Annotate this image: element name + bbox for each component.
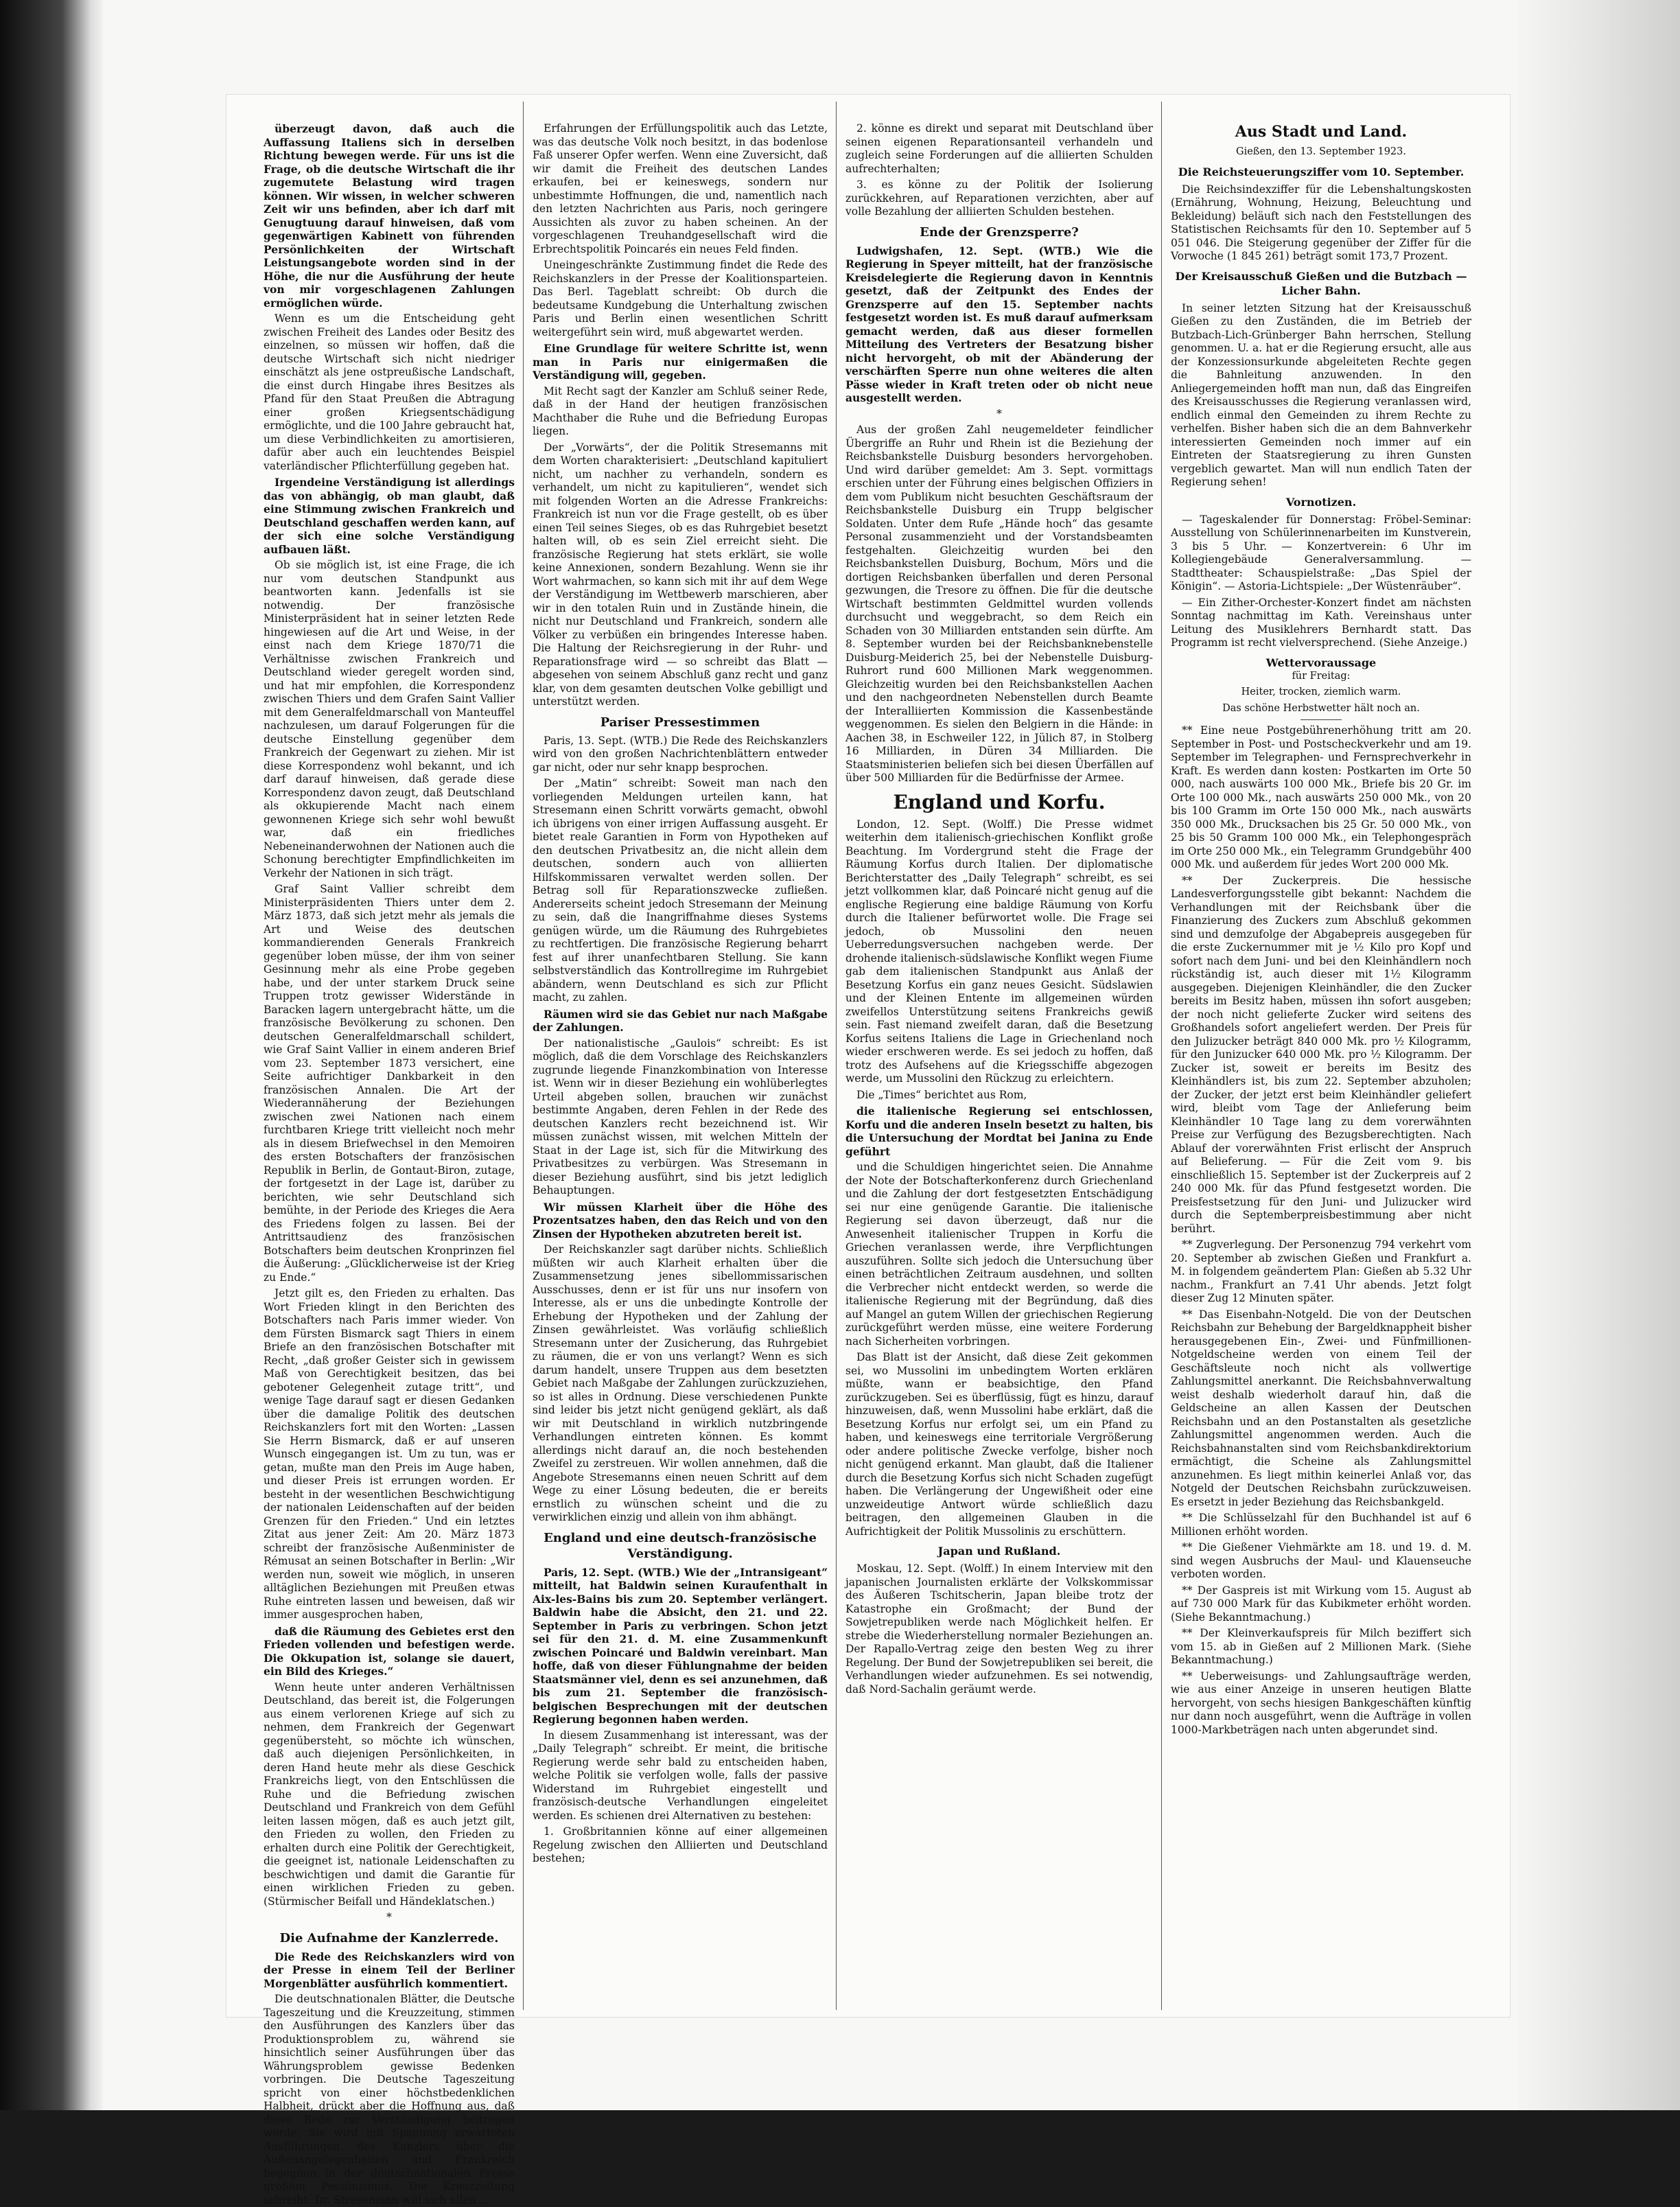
headline-reichsteuerungsziffer: Die Reichsteuerungsziffer vom 10. September.	[1178, 165, 1465, 178]
headline-england-korfu: England und Korfu.	[893, 790, 1106, 813]
column-4	[1171, 122, 1471, 1996]
article-paragraph: Paris, 13. Sept. (WTB.) Die Rede des Reichskanzlers wird von den großen Nachrichtenblättern entweder gar nicht, oder nur sehr knapp besprochen.	[533, 734, 828, 774]
column-2	[533, 122, 828, 1996]
weather-subtitle: für Freitag:	[1292, 670, 1351, 682]
article-paragraph: Wenn es um die Entscheidung geht zwischen Freiheit des Landes oder Besitz des einzelnen, so müssen wir hoffen, daß die deutsche Wirtschaft sich nicht niedriger einschätzt als jene ostpreußische Landschaft, die einst durch Hingabe ihres Besitzes als Pfand für den Staat Preußen die Abtragung einer großen Kriegsentschädigung ermöglichte, und die 100 Jahre gebraucht hat, um diese Verbindlichkeiten zu amortisieren, dafür aber auch ein leuchtendes Beispiel vaterländischer Pflichterfüllung gegeben hat.	[264, 312, 515, 472]
article-paragraph: Eine Grundlage für weitere Schritte ist, wenn man in Paris nur einigermaßen die Verständigung will, gegeben.	[533, 342, 828, 382]
section-divider: *	[386, 1911, 392, 1923]
headline-grenzsperre: Ende der Grenzsperre?	[920, 224, 1079, 240]
article-paragraph: und die Schuldigen hingerichtet seien. Die Annahme der Note der Botschafterkonferenz durch Griechenland und die Zahlung der dort festgesetzten Entschädigung sei nur eine genügende Garantie. Die italienische Regierung sei davon überzeugt, daß nur die Anwesenheit italienischer Truppen in Korfu die Griechen veranlassen werde, ihre Verpflichtungen auszuführen. Sollte sich jedoch die Untersuchung über einen beträchtlichen Zeitraum ausdehnen, und sollten die Verbrecher nicht entdeckt werden, so werde die italienische Regierung mit der Begründung, daß dies auf Mangel an gutem Willen der griechischen Regierung zurückgeführt werden müsse, eine weitere Forderung nach Sicherheiten vorbringen.	[845, 1161, 1153, 1348]
article-paragraph: Das Blatt ist der Ansicht, daß diese Zeit gekommen sei, wo Mussolini im unbedingtem Worten erklären müßte, wann er beabsichtige, den Pfand zurückzugeben. Sei es überflüssig, fügt es hinzu, darauf hinzuweisen, daß, wenn Mussolini habe erklärt, daß die Besetzung Korfus nur erfolgt sei, um ein Pfand zu haben, und keineswegs eine territoriale Vergrößerung oder andere politische Zwecke verfolge, bisher noch nicht genügend erkannt. Man glaubt, daß die Italiener durch die Besetzung Korfus sich nicht Schaden zugefügt haben. Die Verlängerung der Ungewißheit oder eine unzweideutige Antwort würde schließlich dazu beitragen, den allgemeinen Glauben in die Aufrichtigkeit der Politik Mussolinis zu erschüttern.	[845, 1351, 1153, 1538]
article-paragraph: die italienische Regierung sei entschlossen, Korfu und die anderen Inseln besetzt zu halten, bis die Untersuchung der Mordtat bei Janina zu Ende geführt	[845, 1105, 1153, 1158]
article-paragraph: Der nationalistische „Gaulois“ schreibt: Es ist möglich, daß die dem Vorschlage des Reichskanzlers zugrunde liegende Finanzkombination von Interesse ist. Wenn wir in dieser Beziehung ein wohlüberlegtes Urteil abgeben sollen, brauchen wir zunächst bestimmte Angaben, deren Fehlen in der Rede des deutschen Kanzlers recht bezeichnend ist. Wir müssen zunächst wissen, mit welchen Mitteln der Staat in der Lage ist, sich für die Mitwirkung des Privatbesitzes zu verbürgen. Was Stresemann in dieser Beziehung ausführt, sind bis jetzt lediglich Behauptungen.	[533, 1037, 828, 1197]
headline-wettervoraussage: Wettervoraussage	[1265, 656, 1377, 669]
article-paragraph: In diesem Zusammenhang ist interessant, was der „Daily Telegraph“ schreibt. Er meint, die britische Regierung werde sehr bald zu entscheiden haben, welche Politik sie verfolgen wolle, falls der passive Widerstand im Ruhrgebiet eingestellt und französisch-deutsche Verhandlungen eingeleitet werden. Es schienen drei Alternativen zu bestehen:	[533, 1729, 828, 1822]
article-paragraph: Aus der großen Zahl neugemeldeter feindlicher Übergriffe an Ruhr und Rhein ist die Beziehung der Reichsbankstelle Duisburg besonders hervorgehoben. Und wird darüber gemeldet: Am 3. Sept. vormittags erschien unter der Führung eines belgischen Offiziers in dem vom Publikum nicht besuchten Geschäftsraum der Reichsbankstelle Duisburg ein Trupp belgischer Soldaten. Unter dem Rufe „Hände hoch“ das gesamte Personal zusammenzieht und der Vorstandsbeamten festgehalten. Gleichzeitig wurden bei den Reichsbankstellen Duisburg, Bochum, Mörs und die dortigen Reichsbanken überfallen und deren Personal gezwungen, die Tresore zu öffnen. Die für die deutsche Wirtschaft bestimmten Geldmittel wurden vollends durchsucht und weggebracht, so dem Reich ein Schaden von 30 Milliarden entstanden sein dürfte. Am 8. September wurden bei der Reichsbanknebenstelle Duisburg-Meiderich 25, bei der Nebenstelle Duisburg-Ruhrort rund 600 Millionen Mark weggenommen. Gleichzeitig wurden bei den Reichsbankstellen Aachen und den nachgeordneten Nebenstellen durch Beamte der Interalliierten Kommission die Kassenbestände weggenommen. Es sielen den Belgiern in die Hände: in Aachen 38, in Eschweiler 122, in Jülich 87, in Stolberg 16 Milliarden, in Düren 34 Milliarden. Die Staatsministerien beliefen sich bei diesen Überfällen auf über 500 Milliarden für die Bedürfnisse der Armee.	[845, 424, 1153, 784]
article-paragraph: ** Der Gaspreis ist mit Wirkung vom 15. August ab auf 730 000 Mark für das Kubikmeter erhöht worden. (Siehe Bekanntmachung.)	[1171, 1584, 1471, 1624]
article-paragraph: ** Die Gießener Viehmärkte am 18. und 19. d. M. sind wegen Ausbruchs der Maul- und Klauenseuche verboten worden.	[1171, 1541, 1471, 1580]
article-paragraph: Räumen wird sie das Gebiet nur nach Maßgabe der Zahlungen.	[533, 1007, 828, 1034]
section-title-stadt-und-land: Aus Stadt und Land.	[1235, 123, 1408, 141]
article-paragraph: Paris, 12. Sept. (WTB.) Wie der „Intransigeant“ mitteilt, hat Baldwin seinen Kuraufenthalt in Aix-les-Bains bis zum 20. September verlängert. Baldwin habe die Absicht, den 21. und 22. September in Paris zu verbringen. Schon jetzt sei für den 21. d. M. eine Zusammenkunft zwischen Poincaré und Baldwin vereinbart. Man hoffe, daß von dieser Fühlungnahme der beiden Staatsmänner viel, denn es sei anzunehmen, daß bis zum 21. September die französisch-belgischen Besprechungen mit der deutschen Regierung begonnen haben werden.	[533, 1565, 828, 1726]
article-paragraph: — Tageskalender für Donnerstag: Fröbel-Seminar: Ausstellung von Schülerinnenarbeiten im Kunstverein, 3 bis 5 Uhr. — Konzertverein: 6 Uhr im Kollegiengebäude Generalversammlung. — Stadttheater: Schauspielstraße: „Das Spiel der Königin“. — Astoria-Lichtspiele: „Der Wüstenräuber“.	[1171, 513, 1471, 592]
article-paragraph: ** Eine neue Postgebührenerhöhung tritt am 20. September in Post- und Postscheckverkehr und am 19. September im Telegraphen- und Fernsprechverkehr in Kraft. Es werden dann kosten: Postkarten im Orte 50 000, nach auswärts 100 000 Mk., Briefe bis 20 Gr. im Orte 100 000 Mk., nach auswärts 250 000 Mk., von 20 bis 100 Gramm im Orte 150 000 Mk., nach auswärts 350 000 Mk., Drucksachen bis 25 Gr. 50 000 Mk., von 25 bis 50 Gramm 100 000 Mk., ein Telephongespräch im Orte 250 000 Mk., ein Telegramm Grundgebühr 400 000 Mk. und außerdem für jedes Wort 200 000 Mk.	[1171, 724, 1471, 870]
dateline: Gießen, den 13. September 1923.	[1236, 146, 1406, 157]
article-paragraph: Die deutschnationalen Blätter, die Deutsche Tageszeitung und die Kreuzzeitung, stimmen den Ausführungen des Kanzlers über das Produktionsproblem zu, während sie hinsichtlich seiner Ausführungen über das Währungsproblem gewisse Bedenken vorbringen. Die Deutsche Tageszeitung spricht von einer höchstbedenklichen Halbheit, drückt aber die Hoffnung aus, daß diese Rede zur Verständigung beitragen werde. Sie wird mit Spannung erwarteten Ausführungen des Kanzlers über die Außenangelegenheiten und Frankreich begegnen in der deutschnationalen Presse großem Pessimismus. Die Kreuzzeitung schreibt: Dr. Stresemann will sich allen ...	[264, 1993, 515, 2206]
headline-vornotizen: Vornotizen.	[1285, 495, 1357, 509]
book-binding	[0, 0, 103, 2110]
article-paragraph: Jetzt gilt es, den Frieden zu erhalten. Das Wort Frieden klingt in den Berichten des Botschafters nach Paris immer wieder. Von dem Fürsten Bismarck sagt Thiers in einem Briefe an den französischen Botschafter mit Recht, „daß großer Geister sich in gewissem Maß von Gerechtigkeit besitzen, das bei gebotener Gelegenheit zutage tritt“, und wenige Tage darauf sagt er diesen Gedanken über die damalige Politik des deutschen Reichskanzlers fort mit den Worten: „Lassen Sie Herrn Bismarck, daß er auf unseren Wunsch eingegangen ist. Um zu tun, was er getan, mußte man den Preis im Auge haben, und dieser Preis ist errungen worden. Er besteht in der wesentlichen Beschwichtigung der nationalen Leidenschaften auf der beiden Grenzen für den Frieden.“ Und ein letztes Zitat aus jener Zeit: Am 20. März 1873 schreibt der französische Außenminister de Rémusat an seinen Botschafter in Berlin: „Wir werden nun, soweit wie möglich, in unseren alltäglichen Beziehungen mit Preußen etwas Ruhe eintreten lassen und beweisen, daß wir immer ausgesprochen haben,	[264, 1287, 515, 1621]
article-paragraph: ** Der Kleinverkaufspreis für Milch beziffert sich vom 15. ab in Gießen auf 2 Millionen Mark. (Siehe Bekanntmachung.)	[1171, 1627, 1471, 1666]
article-paragraph: 1. Großbritannien könne auf einer allgemeinen Regelung zwischen den Alliierten und Deutschland bestehen;	[533, 1825, 828, 1864]
article-paragraph: Ob sie möglich ist, ist eine Frage, die ich nur vom deutschen Standpunkt aus beantworten kann. Jedenfalls ist sie notwendig. Der französische Ministerpräsident hat in seiner letzten Rede hingewiesen auf die Art und Weise, in der einst nach dem Kriege 1870/71 die Verhältnisse zwischen Frankreich und Deutschland wieder geregelt worden sind, und hat mir empfohlen, die Korrespondenz zwischen Thiers und dem Grafen Saint Vallier mit dem Generalfeldmarschall von Manteuffel nachzulesen, um darauf Folgerungen für die deutsche Einstellung gegenüber dem Frankreich der Gegenwart zu ziehen. Mir ist diese Korrespondenz wohl bekannt, und ich darf darauf hinweisen, daß gerade diese Korrespondenz davon zeugt, daß Deutschland als okkupierende Macht nach einem gewonnenen Kriege sich sehr wohl bewußt war, daß ein friedliches Nebeneinanderwohnen der Nationen auch die Schonung berechtigter Empfindlichkeiten im Verkehr der Nationen in sich trägt.	[264, 559, 515, 879]
section-divider: *	[996, 407, 1002, 420]
article-paragraph: Moskau, 12. Sept. (Wolff.) In einem Interview mit den japanischen Journalisten erklärte der Volkskommissar des Äußeren Tschitscherin, Japan bleibe trotz der Katastrophe ein Großmacht; der Bund der Sowjetrepubliken werde nach Möglichkeit helfen. Er strebe die Wiederherstellung normaler Beziehungen an. Der Rapallo-Vertrag zeige den besten Weg zu ihrer Regelung. Der Bund der Sowjetrepubliken sei bereit, die Verhandlungen wieder aufzunehmen. Es sei notwendig, daß Nord-Sachalin geräumt werde.	[845, 1562, 1153, 1696]
article-paragraph: ** Ueberweisungs- und Zahlungsaufträge werden, wie aus einer Anzeige in unseren heutigen Blatte hervorgeht, von sechs hiesigen Bankgeschäften künftig nur dann noch ausgeführt, wenn die Aufträge in vollen 1000-Markbeträgen nach unten abgerundet sind.	[1171, 1669, 1471, 1736]
article-paragraph: Mit Recht sagt der Kanzler am Schluß seiner Rede, daß in der Hand der heutigen französischen Machthaber die Ruhe und die Befriedung Europas liegen.	[533, 384, 828, 437]
article-paragraph: Wir müssen Klarheit über die Höhe des Prozentsatzes haben, den das Reich und von den Zinsen der Hypotheken abzutreten bereit ist.	[533, 1200, 828, 1240]
article-paragraph: Die Reichsindexziffer für die Lebenshaltungskosten (Ernährung, Wohnung, Heizung, Beleuchtung und Bekleidung) beläuft sich nach den Feststellungen des Statistischen Reichsamts für den 10. September auf 5 051 046. Die Steigerung gegenüber der Ziffer für die Vorwoche (1 845 261) beträgt somit 173,7 Prozent.	[1171, 183, 1471, 262]
column-1	[264, 122, 515, 2206]
article-paragraph: Der „Matin“ schreibt: Soweit man nach den vorliegenden Meldungen urteilen kann, hat Stresemann einen Schritt vorwärts gemacht, obwohl ich übrigens von einer irrigen Auffassung ausgeht. Er bietet reale Garantien in Form von Hypotheken auf den deutschen Privatbesitz an, die nicht allein dem deutschen, sondern auch von alliierten Hilfskommissaren verwaltet werden sollen. Der Betrag soll für Reparationszwecke zufließen. Andererseits scheint jedoch Stresemann der Meinung zu sein, daß die Inangriffnahme dieses Systems genügen würde, um die Räumung des Ruhrgebietes zu rechtfertigen. Die französische Regierung beharrt fest auf ihrer unanfechtbaren Stellung. Sie kann selbstverständlich das Kontrollregime im Ruhrgebiet abändern, wenn Deutschland es sich zur Pflicht macht, zu zahlen.	[533, 777, 828, 1004]
article-paragraph: Die „Times“ berichtet aus Rom,	[856, 1088, 1027, 1101]
article-paragraph: Graf Saint Vallier schreibt dem Ministerpräsidenten Thiers unter dem 2. März 1873, daß sich jetzt mehr als jemals die Art und Weise des deutschen kommandierenden Generals Frankreich gegenüber loben müsse, der ihm von seiner Gesinnung mehr als eine Probe gegeben habe, und der unter starkem Druck seine Truppen trotz gewisser Widerstände in Baracken lagern untergebracht hätte, um die französische Bevölkerung zu schonen. Den deutschen Generalfeldmarschall schildert, wie Graf Saint Vallier in einem anderen Brief vom 23. September 1873 versichert, eine Seite aufrichtiger Dankbarkeit in den französischen Annalen. Die Art der Wiederannäherung der Beziehungen zwischen zwei Nationen nach einem furchtbaren Kriege tritt vielleicht noch mehr als in diesem Briefwechsel in den Memoiren des ersten Botschafters der französischen Republik in Berlin, de Gontaut-Biron, zutage, der fortgesetzt in der Lage ist, darüber zu berichten, wie sehr Deutschland sich bemühte, in der Periode des Krieges die Aera des Friedens folgen zu lassen. Bei der Antrittsaudienz des französischen Botschafters beim deutschen Kronprinzen fiel die Äußerung: „Glücklicherweise ist der Krieg zu Ende.“	[264, 883, 515, 1284]
article-paragraph: Erfahrungen der Erfüllungspolitik auch das Letzte, was das deutsche Volk noch besitzt, in das bodenlose Faß unserer Opfer werfen. Wenn eine Zuversicht, daß wir damit die Freiheit des deutschen Landes erkaufen, bei er keineswegs, sondern nur unbestimmte Hoffnungen, die und, namentlich nach den letzten Nachrichten aus Paris, noch geringere Aussichten als zuvor zu haben scheinen. An der vorgeschlagenen Treuhandgesellschaft wird die Erbrechtspolitik Poincarés ein neues Feld finden.	[533, 122, 828, 255]
article-paragraph: Irgendeine Verständigung ist allerdings das von abhängig, ob man glaubt, daß eine Stimmung zwischen Frankreich und Deutschland geschaffen werden kann, auf der sich eine solche Verständigung aufbauen läßt.	[264, 476, 515, 556]
headline-japan-russland: Japan und Rußland.	[937, 1545, 1061, 1558]
article-paragraph: überzeugt davon, daß auch die Auffassung Italiens sich in derselben Richtung bewegen werde. Für uns ist die Frage, ob die deutsche Wirtschaft die ihr zugemutete Belastung wird tragen können. Wir wissen, in welcher schweren Zeit wir uns befinden, aber ich darf mit Genugtuung darauf hinweisen, daß vom gegenwärtigen Kabinett von führenden Persönlichkeiten der Wirtschaft Leistungsangebote worden sind in der Höhe, die nur die Ausführung der heute von mir vorgeschlagenen Zahlungen ermöglichen würde.	[264, 122, 515, 310]
article-paragraph: 3. es könne zu der Politik der Isolierung zurückkehren, auf Reparationen verzichten, aber auf volle Bezahlung der alliierten Schulden bestehen.	[845, 178, 1153, 218]
article-paragraph: London, 12. Sept. (Wolff.) Die Presse widmet weiterhin dem italienisch-griechischen Konflikt große Beachtung. Im Vordergrund steht die Frage der Räumung Korfus durch Italien. Der diplomatische Berichterstatter des „Daily Telegraph“ schreibt, es sei jetzt vollkommen klar, daß Poincaré nicht genug auf die englische Regierung eine baldige Räumung von Korfu durch die Italiener befürwortet wolle. Die Frage sei jedoch, ob Mussolini den neuen Ueberredungsversuchen nachgeben werde. Der drohende italienisch-südslawische Konflikt wegen Fiume gab dem italienischen Standpunkt aus Anlaß der Besetzung Korfus ein ganz neues Gesicht. Südslawien und der Kleinen Entente im allgemeinen würden zweifellos Unterstützung seitens Frankreichs gewiß sein. Fast niemand zweifelt daran, daß die Besetzung Korfus seitens Italiens die Lage in Griechenland noch wieder erschweren werde. Es sei jedoch zu hoffen, daß trotz des Aufsehens auf die Kriegsschiffe abgezogen werde, um Mussolini den Rückzug zu erleichtern.	[845, 818, 1153, 1085]
article-paragraph: 2. könne es direkt und separat mit Deutschland über seinen eigenen Reparationsanteil verhandeln und zugleich seine Forderungen auf die alliierten Schulden aufrechterhalten;	[845, 122, 1153, 175]
weather-forecast: Das schöne Herbstwetter hält noch an.	[1222, 702, 1420, 714]
headline-kreisausschuss: Der Kreisausschuß Gießen und die Butzbach — Licher Bahn.	[1175, 269, 1467, 297]
article-paragraph: Ludwigshafen, 12. Sept. (WTB.) Wie die Regierung in Speyer mitteilt, hat der französische Kreisdelegierte die Regierung davon in Kenntnis gesetzt, daß der Zeitpunkt des Endes der Grenzsperre auf den 15. September nachts festgesetzt worden ist. Es muß darauf aufmerksam gemacht werden, daß aus dieser formellen Mitteilung des Vertreters der Besatzung bisher nicht hervorgeht, ob mit der Abänderung der verschärften Sperre nun ohne weiteres die alten Pässe wieder in Kraft treten oder ob nicht neue ausgestellt werden.	[845, 244, 1153, 404]
article-paragraph: Wenn heute unter anderen Verhältnissen Deutschland, das bereit ist, die Folgerungen aus einem verlorenen Kriege auf sich zu nehmen, dem Frankreich der Gegenwart gegenübersteht, so möchte ich wünschen, daß auch diejenigen Persönlichkeiten, in deren Hand heute mehr als diese Geschick Frankreichs liegt, von den Entschlüssen die Ruhe und die Befriedung zwischen Deutschland und Frankreich von dem Gefühl leiten lassen mögen, daß es auch jetzt gilt, den Frieden zu wollen, den Frieden zu erhalten durch eine Politik der Gerechtigkeit, die geeignet ist, nationale Leidenschaften zu beschwichtigen und damit die Garantie für einen wirklichen Frieden zu geben. (Stürmischer Beifall und Händeklatschen.)	[264, 1680, 515, 1908]
headline-kanzlerrede: Die Aufnahme der Kanzlerrede.	[279, 1930, 499, 1945]
newspaper-sheet	[226, 95, 1510, 2206]
article-paragraph: Uneingeschränkte Zustimmung findet die Rede des Reichskanzlers in der Presse der Koalitionsparteien. Das Berl. Tageblatt schreibt: Ob durch die bedeutsame Kundgebung die Unterhaltung zwischen Paris und Berlin einen wesentlichen Schritt weitergeführt sein wird, muß abgewartet werden.	[533, 259, 828, 338]
article-paragraph: Die Rede des Reichskanzlers wird von der Presse in einem Teil der Berliner Morgenblätter ausführlich kommentiert.	[264, 1950, 515, 1990]
article-paragraph: — Ein Zither-Orchester-Konzert findet am nächsten Sonntag nachmittag im Kath. Vereinshaus unter Leitung des Musiklehrers Bernhardt statt. Das Programm ist recht vielversprechend. (Siehe Anzeige.)	[1171, 596, 1471, 649]
headline-pariser-pressestimmen: Pariser Pressestimmen	[600, 715, 760, 730]
article-paragraph: ** Der Zuckerpreis. Die hessische Landesverforgungsstelle gibt bekannt: Nachdem die Verhandlungen mit der Reichsbank über die Finanzierung des Zuckers zum Abschluß gekommen sind und demzufolge der Abgabepreis ausgegeben für die erste Zuckernummer mit je ½ Kilo pro Kopf und sofort nach dem Juni- und bei den Kleinhändlern noch rückständig ist, auch dieser mit 1½ Kilogramm ausgegeben. Diejenigen Kleinhändler, die den Zucker bereits im Besitz haben, müssen ihn sofort ausgeben; der noch nicht gelieferte Zucker wird seitens des Großhandels sofort angeliefert werden. Der Preis für den Julizucker beträgt 840 000 Mk. pro ½ Kilogramm, für den Junizucker 640 000 Mk. pro ½ Kilogramm. Der Zucker ist, soweit er bereits im Besitz des Kleinhändlers ist, bis zum 22. September abzuholen; der Zucker, der jetzt erst beim Kleinhändler geliefert wird, bleibt vom Tage der Anlieferung beim Kleinhändler 10 Tage lang zu dem vorerwähnten Preise zur Verfügung des Bezugsberechtigten. Nach Ablauf der vorerwähnten Frist erlischt der Anspruch auf Belieferung. — Für die Zeit vom 9. bis einschließlich 15. September ist der Zuckerpreis auf 2 240 000 Mk. für das Pfund festgesetzt worden. Die Preisfestsetzung für den Juni- und Julizucker wird durch die Septemberpreisbestimmung aber nicht berührt.	[1171, 874, 1471, 1235]
article-paragraph: Der Reichskanzler sagt darüber nichts. Schließlich müßten wir auch Klarheit erhalten über die Zusammensetzung jenes sibellommissarischen Ausschusses, denn er ist für uns nur insofern von Interesse, als er uns die unbedingte Kontrolle der Erhebung der Hypotheken und der Zahlung der Zinsen gewährleistet. Was vorläufig schließlich Stresemann unter der Zusicherung, das Ruhrgebiet zu räumen, die er von uns verlangt? Wenn es sich darum handelt, unsere Truppen aus dem besetzten Gebiet nach Maßgabe der Zahlungen zurückzuziehen, so ist alles in Ordnung. Diese verschiedenen Punkte sind leider bis jetzt nicht genügend geklärt, als daß wir mit Deutschland in wirklich nutzbringende Verhandlungen eintreten können. Es kommt allerdings nicht darauf an, die noch bestehenden Zweifel zu zerstreuen. Wir wollen annehmen, daß die Angebote Stresemanns einen neuen Schritt auf dem Wege zu einer Lösung bedeuten, die er bereits ernstlich zu wünschen scheint und die zu verwirklichen einzig und allein von ihm abhängt.	[533, 1243, 828, 1523]
divider	[1300, 719, 1342, 720]
article-paragraph: ** Zugverlegung. Der Personenzug 794 verkehrt vom 20. September ab zwischen Gießen und Frankfurt a. M. in folgendem geändertem Plan: Gießen ab 5.32 Uhr nachm., Frankfurt an 7.41 Uhr abends. Jetzt folgt dieser Zug 12 Minuten später.	[1171, 1238, 1471, 1304]
article-paragraph: Der „Vorwärts“, der die Politik Stresemanns mit dem Worten charakterisiert: „Deutschland kapituliert nicht, um nachher zu verhandeln, sondern es verhandelt, um nicht zu kapitulieren“, wendet sich mit folgenden Worten an die Adresse Frankreichs: Frankreich ist nun vor die Frage gestellt, ob es über einen Teil seines Sieges, ob es das Ruhrgebiet besetzt halten will, ob es sein Ziel erreicht sieht. Die französische Regierung hat stets erklärt, sie wolle keine Annexionen, sondern Bezahlung. Wenn sie ihr Wort wahrmachen, so kann sich mit ihr auf dem Wege der Verständigung im Wettbewerb marschieren, aber wir in den totalen Ruin und in Zustände hinein, die nicht nur Deutschland und Frankreich, sondern alle Völker zu verbüßen ein bringendes Interesse haben. Die Haltung der Reichsregierung in der Ruhr- und Reparationsfrage wird — so schreibt das Blatt — abgesehen von seinem Abschluß ganz recht und ganz klar, von dem gesamten deutschen Volke gebilligt und unterstützt werden.	[533, 441, 828, 708]
article-paragraph: In seiner letzten Sitzung hat der Kreisausschuß Gießen zu den Zuständen, die im Betrieb der Butzbach-Lich-Grünberger Bahn herrschen, Stellung genommen. U. a. hat er die Regierung ersucht, alle aus der Konzessionsurkunde abgeleiteten Rechte gegen die Bahnleitung anzuwenden. In den Anliegergemeinden hofft man nun, daß das Eingreifen des Kreisausschusses die Regierung veranlassen wird, endlich einmal den Gemeinden zu ihrem Rechte zu verhelfen. Bisher haben sich die an dem Bahnverkehr interessierten Gemeinden noch immer auf ein Eintreten der Staatsregierung zu ihren Gunsten vergeblich gewartet. Man will nun endlich Taten der Regierung sehen!	[1171, 301, 1471, 488]
column-rule	[523, 102, 524, 2010]
column-rule	[1161, 102, 1162, 2010]
article-paragraph: daß die Räumung des Gebietes erst den Frieden vollenden und befestigen werde. Die Okkupation ist, solange sie dauert, ein Bild des Krieges.“	[264, 1624, 515, 1678]
article-paragraph: ** Das Eisenbahn-Notgeld. Die von der Deutschen Reichsbahn zur Behebung der Bargeldknappheit bisher herausgegebenen Ein-, Zwei- und Fünfmillionen-Notgeldscheine werden von einem Teil der Geschäftsleute noch nicht als vollwertige Zahlungsmittel anerkannt. Die Reichsbahnverwaltung weist deshalb wiederholt darauf hin, daß die Geldscheine an allen Kassen der Deutschen Reichsbahn und an den Postanstalten als gesetzliche Zahlungsmittel angenommen werden. Auch die Reichsbahnanstalten sind vom Reichsbankdirektorium ermächtigt, die Scheine als Zahlungsmittel anzunehmen. Es liegt mithin keinerlei Anlaß vor, das Notgeld der Deutschen Reichsbahn zurückzuweisen. Es ersetzt in jeder Beziehung das Reichsbankgeld.	[1171, 1308, 1471, 1508]
column-rule	[836, 102, 837, 2010]
page-edge	[1518, 0, 1680, 2110]
weather-forecast: Heiter, trocken, ziemlich warm.	[1241, 686, 1401, 697]
article-paragraph: ** Die Schlüsselzahl für den Buchhandel ist auf 6 Millionen erhöht worden.	[1171, 1512, 1471, 1538]
headline-england-verstaendigung: England und eine deutsch-französische Verständigung.	[544, 1530, 817, 1561]
column-3	[845, 122, 1153, 1996]
